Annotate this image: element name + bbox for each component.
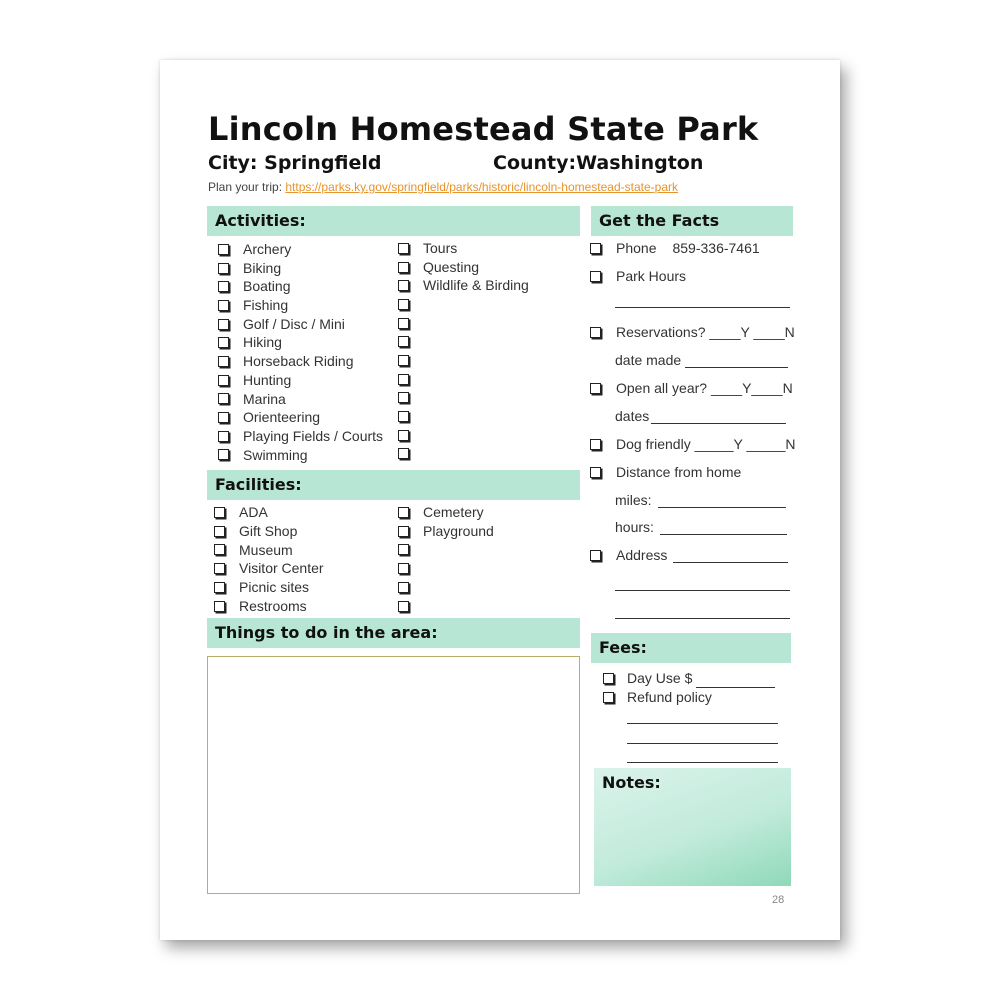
county-label: County:Washington: [493, 152, 704, 174]
checkbox[interactable]: [398, 544, 409, 555]
checkbox[interactable]: [218, 431, 229, 442]
day-use-checkbox[interactable]: [603, 673, 614, 684]
checkbox[interactable]: [398, 318, 409, 329]
checklist-item-label: Archery: [243, 241, 292, 257]
checklist-item: [398, 276, 529, 295]
hours-line[interactable]: [660, 534, 787, 535]
checklist-item: [398, 578, 494, 597]
checklist-item-label: Orienteering: [243, 409, 321, 426]
page-number: 28: [772, 894, 785, 906]
checklist-item-label: Museum: [239, 541, 293, 558]
checkbox[interactable]: [398, 411, 409, 422]
open-all-year-label: Open all year? ____Y____N: [616, 380, 793, 396]
fees-heading: Fees:: [591, 633, 791, 663]
checklist-item: [214, 522, 324, 541]
checkbox[interactable]: [214, 526, 225, 537]
checklist-item: [218, 333, 383, 352]
distance-row: [590, 464, 741, 480]
checkbox[interactable]: [398, 526, 409, 537]
checkbox[interactable]: [218, 393, 229, 404]
checklist-item: [398, 541, 494, 560]
checklist-item: [218, 446, 383, 465]
dates-label: dates: [615, 408, 650, 424]
checklist-item: [398, 407, 529, 426]
refund-label: Refund policy: [627, 689, 712, 705]
reservations-row: [590, 324, 795, 340]
checkbox[interactable]: [218, 319, 229, 330]
things-to-do-heading: Things to do in the area:: [207, 618, 580, 648]
checklist-item-label: Golf / Disc / Mini: [243, 315, 345, 332]
checklist-item: [218, 408, 383, 427]
checkbox[interactable]: [398, 374, 409, 385]
facilities-list-right: [398, 503, 494, 616]
checklist-item: [398, 351, 529, 370]
checklist-item: [214, 503, 324, 522]
checklist-item: [214, 559, 324, 578]
checkbox[interactable]: [218, 375, 229, 386]
distance-checkbox[interactable]: [590, 467, 601, 478]
checklist-item: [398, 559, 494, 578]
refund-line-3[interactable]: [627, 762, 778, 763]
checklist-item: [218, 371, 383, 390]
checkbox[interactable]: [218, 263, 229, 274]
reservations-label: Reservations? ____Y ____N: [616, 324, 795, 340]
park-hours-checkbox[interactable]: [590, 271, 601, 282]
checklist-item: [214, 597, 324, 616]
checkbox[interactable]: [214, 507, 225, 518]
dog-friendly-row: [590, 436, 796, 452]
checkbox[interactable]: [214, 563, 225, 574]
date-made-label: date made: [615, 352, 682, 368]
checklist-item: [398, 522, 494, 541]
checklist-item-label: Wildlife & Birding: [423, 277, 529, 294]
checkbox[interactable]: [398, 601, 409, 612]
checkbox[interactable]: [218, 412, 229, 423]
checklist-item: [218, 277, 383, 296]
checklist-item: [398, 389, 529, 408]
checkbox[interactable]: [214, 601, 225, 612]
checkbox[interactable]: [398, 563, 409, 574]
refund-row: [603, 689, 712, 705]
day-use-label: Day Use $: [627, 670, 693, 686]
dog-friendly-label: Dog friendly _____Y _____N: [616, 436, 796, 452]
checklist-item-label: Questing: [423, 258, 480, 275]
facilities-heading: Facilities:: [207, 470, 580, 500]
checkbox[interactable]: [398, 430, 409, 441]
checklist-item-label: Biking: [243, 259, 282, 276]
miles-line[interactable]: [658, 507, 786, 508]
plan-trip-line: [208, 180, 678, 194]
checklist-item: [218, 352, 383, 371]
things-to-do-box[interactable]: [207, 656, 580, 894]
checkbox[interactable]: [398, 280, 409, 291]
phone-number: 859-336-7461: [672, 240, 760, 256]
checklist-item: [398, 370, 529, 389]
park-website-link[interactable]: https://parks.ky.gov/springfield/parks/historic/lincoln-homestead-state-park: [285, 180, 678, 194]
checklist-item-label: Hiking: [243, 334, 282, 351]
checklist-item: [214, 578, 324, 597]
checklist-item: [398, 258, 529, 277]
checkbox[interactable]: [218, 337, 229, 348]
reservations-checkbox[interactable]: [590, 327, 601, 338]
checklist-item: [218, 427, 383, 446]
checklist-item-label: Cemetery: [423, 504, 484, 520]
page-title: Lincoln Homestead State Park: [208, 110, 759, 148]
checkbox[interactable]: [218, 356, 229, 367]
notes-heading: Notes:: [602, 773, 661, 792]
park-hours-label: Park Hours: [616, 268, 687, 284]
address-line-3[interactable]: [615, 618, 790, 619]
checkbox[interactable]: [218, 300, 229, 311]
date-made-line[interactable]: [685, 367, 788, 368]
checkbox[interactable]: [214, 544, 225, 555]
checkbox[interactable]: [398, 299, 409, 310]
day-use-row: [603, 670, 692, 686]
checklist-item-label: Boating: [243, 278, 291, 295]
checkbox[interactable]: [398, 355, 409, 366]
checklist-item: [218, 296, 383, 315]
checkbox[interactable]: [398, 262, 409, 273]
planner-page: [160, 60, 840, 940]
checkbox[interactable]: [218, 244, 229, 255]
phone-checkbox[interactable]: [590, 243, 601, 254]
checklist-item-label: Visitor Center: [239, 560, 324, 577]
checkbox[interactable]: [218, 281, 229, 292]
checklist-item-label: Restrooms: [239, 597, 307, 614]
activities-list-right: [398, 239, 529, 463]
checklist-item: [214, 541, 324, 560]
facts-heading: Get the Facts: [591, 206, 793, 236]
checkbox[interactable]: [398, 392, 409, 403]
checklist-item-label: Fishing: [243, 297, 289, 314]
address-row: [590, 547, 667, 563]
phone-label: Phone: [616, 240, 657, 256]
facilities-list-left: [214, 503, 324, 616]
checkbox[interactable]: [398, 507, 409, 518]
checklist-item: [218, 259, 383, 278]
address-checkbox[interactable]: [590, 550, 601, 561]
checklist-item-label: Tours: [423, 240, 458, 256]
refund-line-1[interactable]: [627, 723, 778, 724]
refund-line-2[interactable]: [627, 743, 778, 744]
checklist-item: [398, 445, 529, 464]
city-label: City: Springfield: [208, 152, 382, 174]
checklist-item-label: Gift Shop: [239, 522, 298, 539]
checkbox[interactable]: [398, 448, 409, 459]
checklist-item-label: Marina: [243, 390, 286, 407]
checklist-item-label: ADA: [239, 504, 268, 520]
open-all-year-row: [590, 380, 793, 396]
refund-checkbox[interactable]: [603, 692, 614, 703]
checklist-item: [398, 239, 529, 258]
checklist-item-label: Hunting: [243, 371, 292, 388]
hours-label: hours:: [615, 519, 654, 535]
checklist-item-label: Picnic sites: [239, 579, 310, 596]
checklist-item-label: Horseback Riding: [243, 353, 354, 370]
checklist-item: [398, 503, 494, 522]
day-use-line[interactable]: [696, 687, 775, 688]
address-label: Address: [616, 547, 668, 563]
distance-label: Distance from home: [616, 464, 742, 480]
park-hours-row: [590, 268, 686, 284]
notes-box[interactable]: [594, 768, 791, 886]
checklist-item: [218, 240, 383, 259]
checklist-item-label: Playing Fields / Courts: [243, 427, 384, 444]
plan-trip-label: Plan your trip:: [208, 180, 286, 194]
checkbox[interactable]: [398, 336, 409, 347]
checklist-item: [398, 597, 494, 616]
checkbox[interactable]: [218, 449, 229, 460]
checkbox[interactable]: [214, 582, 225, 593]
activities-heading: Activities:: [207, 206, 580, 236]
checklist-item: [218, 315, 383, 334]
checklist-item-label: Swimming: [243, 446, 308, 463]
activities-list-left: [218, 240, 383, 464]
dog-friendly-checkbox[interactable]: [590, 439, 601, 450]
open-all-year-checkbox[interactable]: [590, 383, 601, 394]
dates-line[interactable]: [651, 423, 786, 424]
park-hours-line[interactable]: [615, 307, 790, 308]
checklist-item: [218, 390, 383, 409]
checklist-item: [398, 295, 529, 314]
checklist-item-label: Playground: [423, 522, 494, 539]
checklist-item: [398, 314, 529, 333]
checklist-item: [398, 426, 529, 445]
checkbox[interactable]: [398, 582, 409, 593]
phone-row: [590, 240, 760, 256]
address-line-2[interactable]: [615, 590, 790, 591]
miles-label: miles:: [615, 492, 652, 508]
checkbox[interactable]: [398, 243, 409, 254]
address-line-1[interactable]: [673, 562, 788, 563]
checklist-item: [398, 332, 529, 351]
